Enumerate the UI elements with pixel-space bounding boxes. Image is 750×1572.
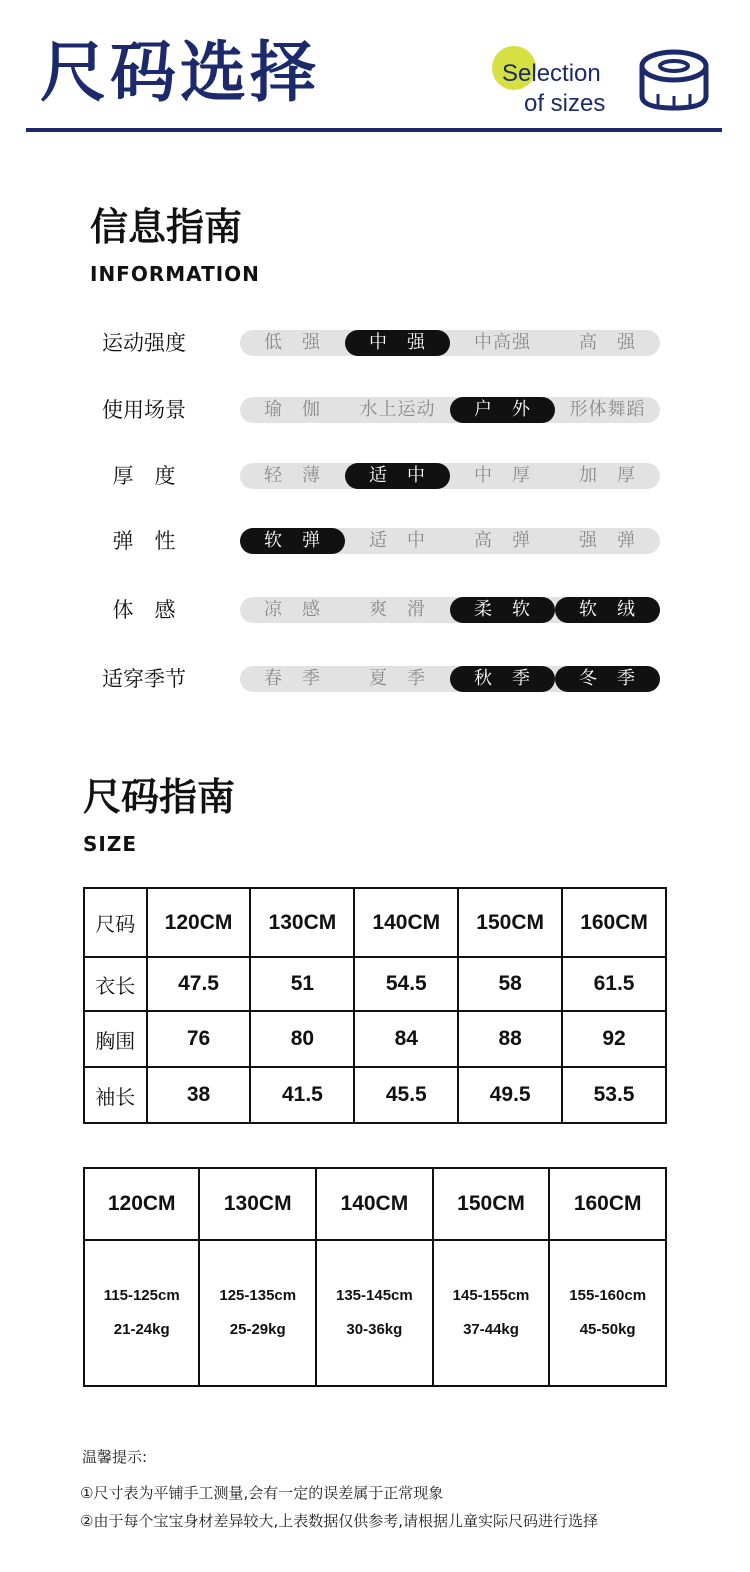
option-pill-selected: 适 中 [345, 463, 450, 489]
fit-height: 135-145cm [336, 1287, 413, 1304]
info-row-label: 厚 度 [112, 464, 176, 488]
info-row [96, 597, 666, 623]
option-pill: 夏 季 [369, 668, 426, 689]
option-pill: 加 厚 [579, 465, 636, 486]
header-badge [490, 44, 730, 124]
info-row [96, 463, 666, 489]
fit-cell [433, 1240, 550, 1386]
option-track [240, 528, 660, 554]
table-cell: 88 [458, 1011, 562, 1067]
table-cell: 53.5 [562, 1067, 666, 1123]
info-row [96, 330, 666, 356]
size-header-label: 尺码 [84, 888, 147, 957]
option-pill: 春 季 [264, 668, 321, 689]
fit-size-150: 150CM [433, 1168, 550, 1240]
fit-cell [84, 1240, 199, 1386]
fit-height: 125-135cm [219, 1287, 297, 1304]
option-pill: 凉 感 [264, 599, 321, 620]
tip-line-1: ①尺寸表为平铺手工测量,会有一定的误差属于正常现象 [80, 1484, 444, 1502]
option-pill-selected: 户 外 [450, 397, 555, 423]
tip-line-2: ②由于每个宝宝身材差异较大,上表数据仅供参考,请根据儿童实际尺码进行选择 [80, 1512, 598, 1530]
measuring-tape-icon [638, 48, 710, 112]
row-label-length: 衣长 [84, 957, 147, 1011]
size-subtitle: SIZE [83, 832, 138, 856]
table-row [84, 1067, 666, 1123]
size-title: 尺码指南 [83, 775, 236, 819]
option-pill: 强 弹 [579, 530, 636, 551]
tips-title: 温馨提示: [82, 1448, 148, 1466]
fit-body-row [84, 1240, 666, 1386]
fit-height: 115-125cm [103, 1287, 180, 1304]
option-pill-selected: 秋 季 [450, 666, 555, 692]
info-row [96, 397, 666, 423]
info-row-label: 使用场景 [102, 398, 186, 422]
option-pill-selected: 软 弹 [240, 528, 345, 554]
fit-weight: 30-36kg [346, 1321, 403, 1338]
size-col-150: 150CM [458, 888, 562, 957]
option-pill: 中 厚 [474, 465, 531, 486]
option-pill: 轻 薄 [264, 465, 321, 486]
info-title: 信息指南 [90, 205, 243, 249]
table-cell: 47.5 [147, 957, 251, 1011]
fit-cell [549, 1240, 666, 1386]
info-row-label: 运动强度 [102, 331, 186, 355]
size-col-140: 140CM [354, 888, 458, 957]
table-cell: 58 [458, 957, 562, 1011]
table-cell: 80 [250, 1011, 354, 1067]
table-cell: 51 [250, 957, 354, 1011]
row-label-chest: 胸围 [84, 1011, 147, 1067]
fit-weight: 21-24kg [113, 1321, 170, 1338]
option-pill: 高 强 [579, 332, 636, 353]
fit-header-row [84, 1168, 666, 1240]
option-track [240, 397, 660, 423]
fit-height: 155-160cm [569, 1287, 647, 1304]
table-row [84, 1011, 666, 1067]
option-pill-selected: 冬 季 [555, 666, 660, 692]
size-col-160: 160CM [562, 888, 666, 957]
size-table [83, 887, 667, 1124]
info-row [96, 528, 666, 554]
fit-weight: 25-29kg [229, 1321, 286, 1338]
table-cell: 45.5 [354, 1067, 458, 1123]
option-track [240, 330, 660, 356]
option-pill: 适 中 [369, 530, 426, 551]
option-pill: 水上运动 [359, 399, 436, 420]
table-cell: 61.5 [562, 957, 666, 1011]
selection-line-2: of sizes [524, 90, 606, 117]
page-title: 尺码选择 [40, 34, 320, 111]
fit-weight: 45-50kg [579, 1321, 636, 1338]
header-divider [26, 128, 722, 132]
option-pill-selected: 中 强 [345, 330, 450, 356]
table-cell: 76 [147, 1011, 251, 1067]
option-pill: 形体舞蹈 [569, 399, 646, 420]
option-pill: 低 强 [264, 332, 321, 353]
option-pill: 爽 滑 [369, 599, 426, 620]
size-col-120: 120CM [147, 888, 251, 957]
info-row-label: 弹 性 [112, 529, 176, 553]
table-cell: 49.5 [458, 1067, 562, 1123]
option-track [240, 463, 660, 489]
table-row [84, 957, 666, 1011]
option-track [240, 666, 660, 692]
option-track [240, 597, 660, 623]
table-cell: 38 [147, 1067, 251, 1123]
table-cell: 54.5 [354, 957, 458, 1011]
table-cell: 41.5 [250, 1067, 354, 1123]
fit-height: 145-155cm [452, 1287, 530, 1304]
info-row-label: 适穿季节 [102, 667, 186, 691]
fit-size-160: 160CM [549, 1168, 666, 1240]
fit-size-140: 140CM [316, 1168, 433, 1240]
fit-size-130: 130CM [199, 1168, 316, 1240]
option-pill: 瑜 伽 [264, 399, 321, 420]
option-pill: 高 弹 [474, 530, 531, 551]
fit-weight: 37-44kg [463, 1321, 519, 1338]
size-header-row [84, 888, 666, 957]
row-label-sleeve: 袖长 [84, 1067, 147, 1123]
fit-table [83, 1167, 667, 1387]
info-subtitle: INFORMATION [90, 262, 260, 286]
fit-cell [316, 1240, 433, 1386]
info-row [96, 666, 666, 692]
size-col-130: 130CM [250, 888, 354, 957]
fit-cell [199, 1240, 316, 1386]
fit-size-120: 120CM [84, 1168, 199, 1240]
option-pill-selected: 柔 软 [450, 597, 555, 623]
table-cell: 84 [354, 1011, 458, 1067]
option-pill: 中高强 [474, 332, 531, 353]
option-pill-selected: 软 绒 [555, 597, 660, 623]
selection-line-1: Selection [502, 60, 601, 87]
table-cell: 92 [562, 1011, 666, 1067]
info-row-label: 体 感 [112, 598, 176, 622]
